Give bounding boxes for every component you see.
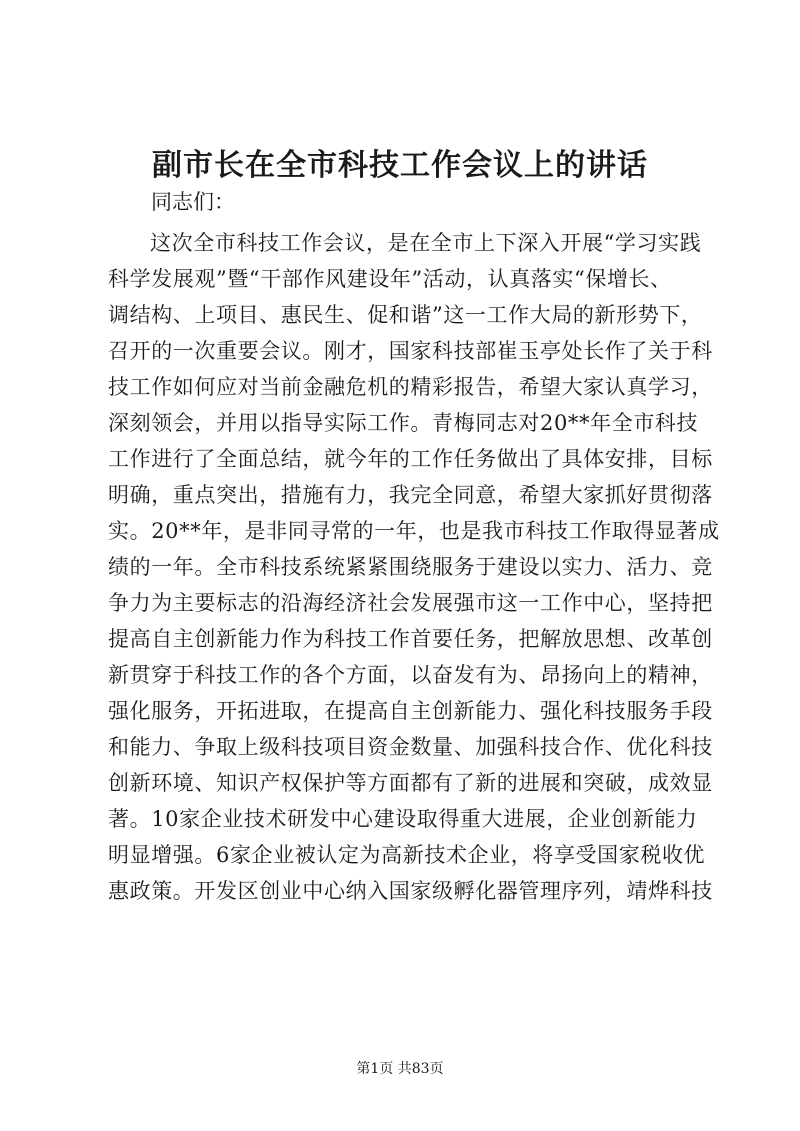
text-line: 和能力、争取上级科技项目资金数量、加强科技合作、优化科技 — [108, 735, 713, 759]
page-number: 第1页 共83页 — [356, 1061, 444, 1077]
text-line: 新贯穿于科技工作的各个方面，以奋发有为、昂扬向上的精神， — [108, 663, 713, 687]
text-line: 强化服务，开拓进取，在提高自主创新能力、强化科技服务手段 — [108, 699, 713, 723]
body-text — [108, 225, 720, 909]
text-line: 实。20**年，是非同寻常的一年，也是我市科技工作取得显著成 — [108, 519, 720, 543]
text-line: 争力为主要标志的沿海经济社会发展强市这一工作中心，坚持把 — [108, 591, 713, 615]
text-line: 惠政策。开发区创业中心纳入国家级孵化器管理序列，靖烨科技 — [108, 879, 713, 903]
text-line: 明确，重点突出，措施有力，我完全同意，希望大家抓好贯彻落 — [108, 483, 713, 507]
salutation: 同志们： — [151, 190, 235, 214]
text-line: 工作进行了全面总结，就今年的工作任务做出了具体安排，目标 — [108, 447, 713, 471]
text-line: 深刻领会，并用以指导实际工作。青梅同志对20**年全市科技 — [108, 411, 699, 435]
document-title: 副市长在全市科技工作会议上的讲话 — [152, 148, 648, 183]
text-line: 召开的一次重要会议。刚才，国家科技部崔玉亭处长作了关于科 — [108, 339, 713, 363]
text-line: 绩的一年。全市科技系统紧紧围绕服务于建设以实力、活力、竞 — [108, 555, 713, 579]
text-line: 科学发展观”暨“干部作风建设年”活动，认真落实“保增长、 — [108, 267, 672, 291]
text-line: 创新环境、知识产权保护等方面都有了新的进展和突破，成效显 — [108, 771, 713, 795]
text-line: 调结构、上项目、惠民生、促和谐”这一工作大局的新形势下， — [108, 303, 703, 327]
text-line: 技工作如何应对当前金融危机的精彩报告，希望大家认真学习， — [108, 375, 713, 399]
text-line: 明显增强。6家企业被认定为高新技术企业，将享受国家税收优 — [108, 843, 706, 867]
text-line: 著。10家企业技术研发中心建设取得重大进展，企业创新能力 — [108, 807, 698, 831]
text-line: 提高自主创新能力作为科技工作首要任务，把解放思想、改革创 — [108, 627, 713, 651]
text-line: 这次全市科技工作会议，是在全市上下深入开展“学习实践 — [150, 231, 702, 255]
